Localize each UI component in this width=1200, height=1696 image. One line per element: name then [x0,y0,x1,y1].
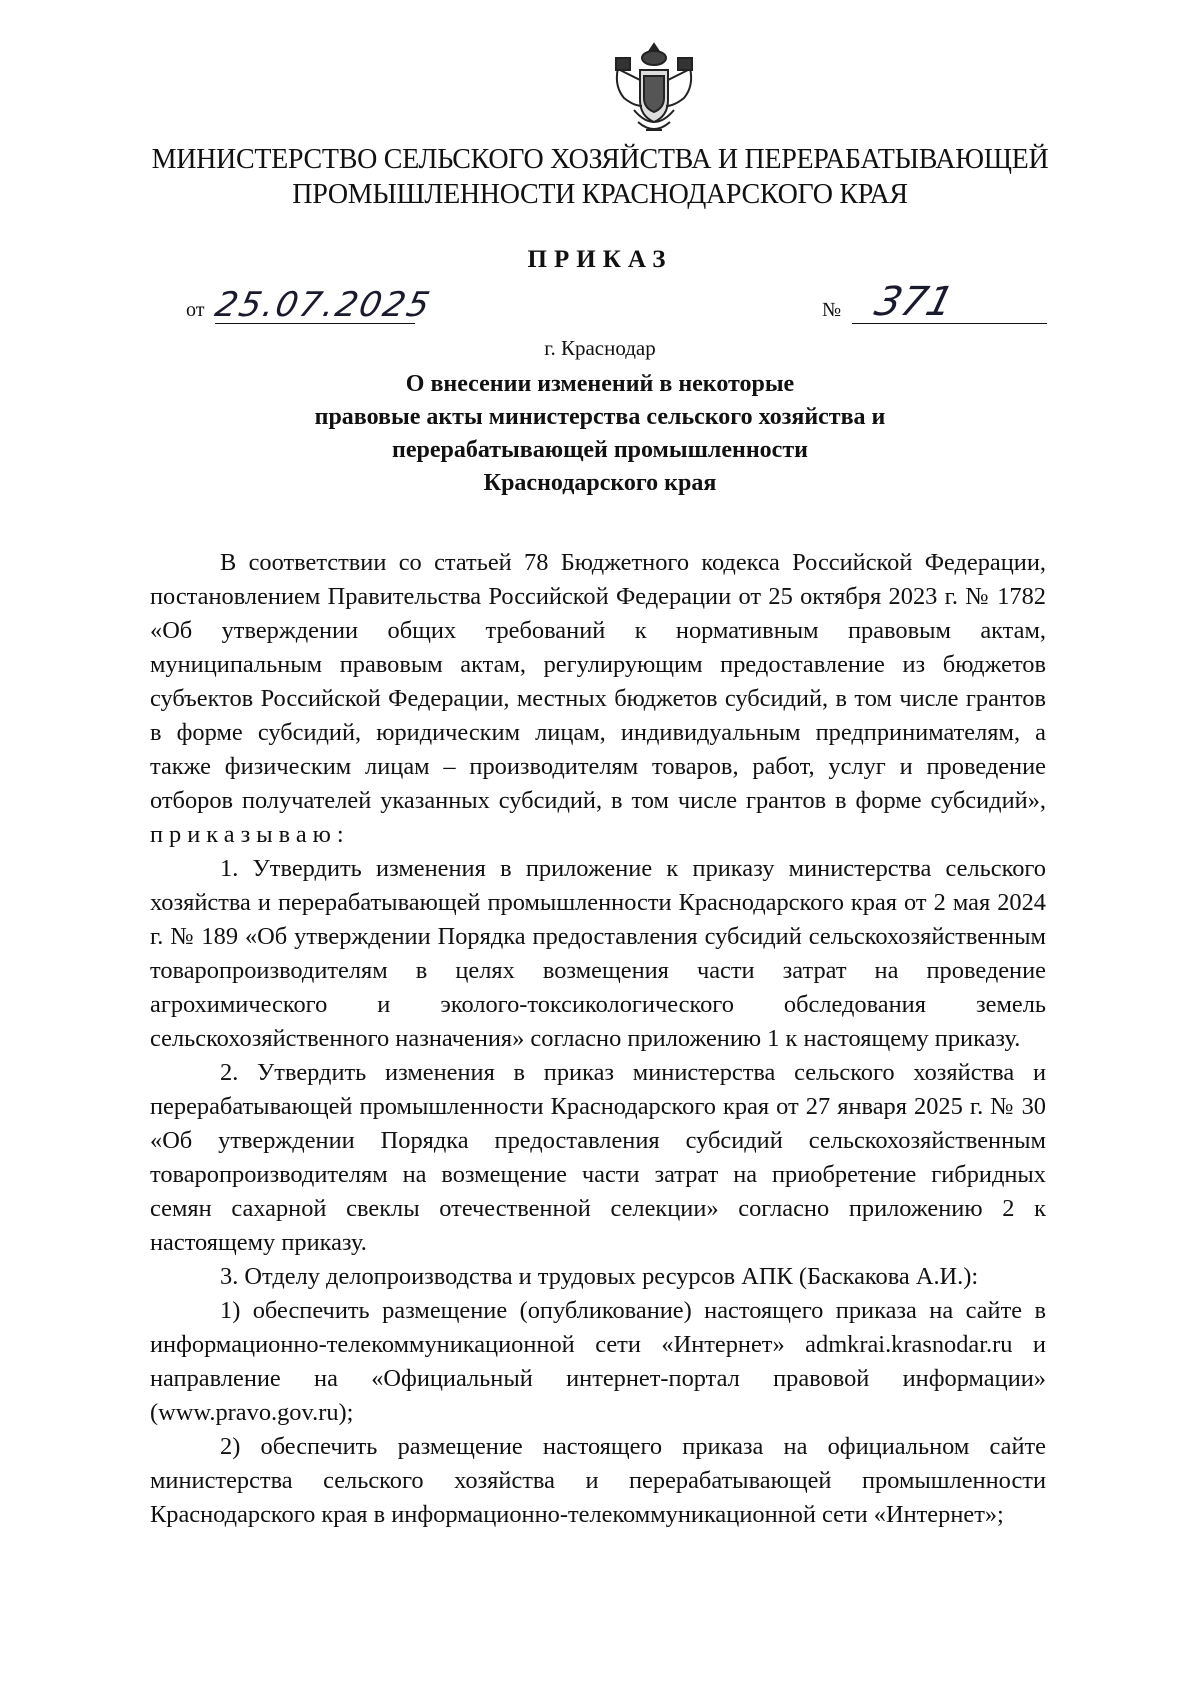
subject-line-3: перерабатывающей промышленности [392,437,808,463]
item-1-paragraph: 1. Утвердить изменения в приложение к приказу министерства сельского хозяйства и перерабатывающей промышленности Краснодарского края от 2 мая 2024 г. № 189 «Об утверждении Порядка предоставления субсидий сельскохозяйственным товаропроизводителям в целях возмещения части затрат на проведение агрохимического и эколого-токсикологического обследования земель сельскохозяйственного назначения» согласно приложению 1 к настоящему приказу. [150,855,1046,1052]
ministry-line-1: МИНИСТЕРСТВО СЕЛЬСКОГО ХОЗЯЙСТВА И ПЕРЕРАБАТЫВАЮЩЕЙ [151,144,1049,175]
subject-line-4: Краснодарского края [483,470,717,496]
preamble-text: В соответствии со статьей 78 Бюджетного кодекса Российской Федерации, постановлением Правительства Российской Федерации от 25 октября 2023 г. № 1782 «Об утверждении общих требований к нормативным правовым актам, муниципальным правовым актам, регулирующим предоставление из бюджетов субъектов Российской Федерации, местных бюджетов субсидий, в том числе грантов в форме субсидий, юридическим лицам, индивидуальным предпринимателям, а также физическим лицам – производителям товаров, работ, услуг и проведение отборов получателей указанных субсидий, в том числе грантов в форме субсидий», [150,549,1046,814]
order-number [822,279,1042,325]
date-handwritten: 25.07.2025 [211,285,435,325]
order-subject [0,368,1200,500]
coat-of-arms-emblem [612,40,696,140]
order-date [186,285,446,325]
number-prefix: № [822,299,842,321]
number-handwritten: 371 [870,279,959,325]
ministry-line-2: ПРОМЫШЛЕННОСТИ КРАСНОДАРСКОГО КРАЯ [292,179,908,210]
date-prefix: от [186,299,205,321]
item-3-paragraph: 3. Отделу делопроизводства и трудовых ресурсов АПК (Баскакова А.И.): [220,1263,979,1290]
order-word: приказываю: [150,821,350,848]
item-2-paragraph: 2. Утвердить изменения в приказ министерства сельского хозяйства и перерабатывающей промышленности Краснодарского края от 27 января 2025 г. № 30 «Об утверждении Порядка предоставления субсидий сельскохозяйственным товаропроизводителям на возмещение части затрат на приобретение гибридных семян сахарной свеклы отечественной селекции» согласно приложению 2 к настоящему приказу. [150,1059,1046,1256]
subject-line-2: правовые акты министерства сельского хозяйства и [314,404,886,430]
subject-line-1: О внесении изменений в некоторые [405,371,795,397]
item-3-1-paragraph: 1) обеспечить размещение (опубликование) настоящего приказа на сайте в информационно-телекоммуникационной сети «Интернет» admkrai.krasnodar.ru и направление на «Официальный интернет-портал правовой информации» (www.pravo.gov.ru); [150,1297,1046,1426]
order-body [150,546,1046,1532]
preamble-paragraph [150,546,1046,852]
city: г. Краснодар [544,336,656,360]
ministry-name [0,142,1200,212]
document-type: ПРИКАЗ [527,246,673,273]
item-3-2-paragraph: 2) обеспечить размещение настоящего приказа на официальном сайте министерства сельского хозяйства и перерабатывающей промышленности Краснодарского края в информационно-телекоммуникационной сети «Интернет»; [150,1433,1046,1528]
